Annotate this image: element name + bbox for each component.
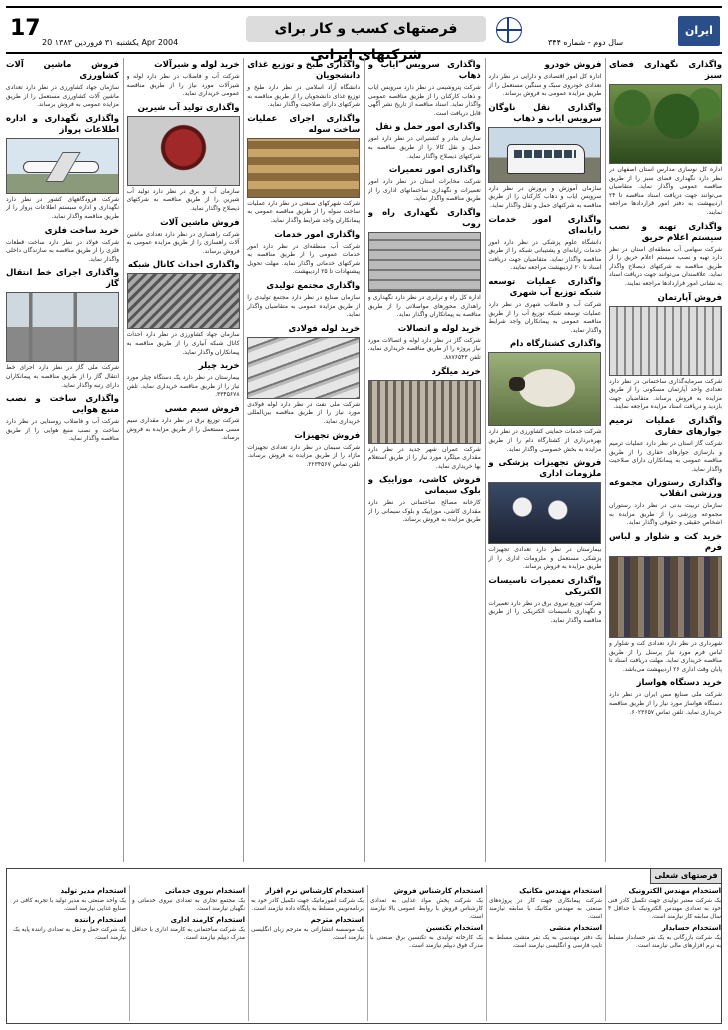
article [609,532,722,674]
tower-photo [368,232,481,292]
article-title: فروش سیم مسی [164,403,240,414]
article-title: فروش آپارتمان [657,292,722,303]
article [609,678,722,717]
classified-title: استخدام کارشناس نرم افزار [265,887,364,895]
article-body: شرکت آب و فاضلاب روستایی در نظر دارد ساخت و نصب منبع هوایی را از طریق مناقصه واگذار نماید. [6,418,119,443]
article-body: شرکت پتروشیمی در نظر دارد سرویس ایاب و ذهاب کارکنان را از طریق مناقصه عمومی واگذار نماید. اسناد مناقصه از تاریخ نشر آگهی قابل دریافت است. [367,84,481,117]
article [609,478,722,528]
plane-photo [6,138,119,194]
page-header [6,6,722,63]
article-body: شرکت فرودگاههای کشور در نظر دارد نگهداری و اداره سیستم اطلاعات پرواز را از طریق مناقصه واگذار نماید. [6,195,119,220]
classified-body: یک شرکت حمل و نقل به تعدادی راننده پایه یک نیازمند است. [13,927,126,941]
forest-photo [609,84,722,164]
article-title: خرید چیلر [198,361,240,372]
issue-number: سال دوم - شماره ۳۴۴ [548,38,624,47]
classified-divider [248,885,249,1021]
article-body: سازمان آموزش و پرورش در نظر دارد سرویس ایاب و ذهاب کارکنان را از طریق مناقصه به شرکتهای حمل و نقل واگذار نماید. [488,184,602,209]
article-body: شرکت سیمان در نظر دارد تعدادی تجهیزات مازاد را از طریق مزایده به فروش برساند. تلفن تماس ۲۲۳۴۵۶۷. [247,443,361,468]
blocks-photo [247,138,360,198]
article [368,60,481,118]
sheep-shape [519,369,575,407]
article-title: فروش خودرو [544,60,602,70]
article-body: شرکت ملی گاز در نظر دارد اجرای خط انتقال گاز را از طریق مناقصه به پیمانکاران دارای رتبه واگذار نماید. [6,364,119,389]
article [368,475,481,525]
classified-body: یک دفتر مهندسی به یک نفر منشی مسلط به تایپ فارسی و انگلیسی نیازمند است. [489,935,602,949]
article-title: واگذاری عملیات ترمیم جوارهای حفاری [609,415,722,437]
article [247,60,360,110]
article-body: شرکت فولاد در نظر دارد ساخت قطعات فلزی را از طریق مناقصه به سازندگان داخلی واگذار نماید. [6,238,119,263]
news-column [488,58,601,862]
classified-column [608,885,721,1021]
article [247,230,360,277]
article-title: واگذاری نگهداری راه و روب [367,207,481,229]
column-divider [485,58,486,862]
article [609,293,722,412]
article-title: فروش کاشی، موزاییک و بلوک سیمانی [367,475,481,497]
classified-divider [486,885,487,1021]
article [127,60,240,99]
pipes-photo [247,337,360,399]
header-date-en: 20 Apr 2004 [42,38,179,47]
article-title: واگذاری احداث کانال شبکه [127,260,240,271]
news-column [6,58,119,862]
bus-shape [507,144,585,174]
column-divider [364,58,365,862]
article [368,165,481,204]
article [127,361,240,400]
classified-body: شرکت پیمانکاری جهت کار در پروژه‌های صنعتی به مهندس مکانیک با سابقه نیازمند است. [489,898,602,920]
article [368,208,481,320]
article-title: واگذاری مجتمع تولیدی [266,280,361,291]
article-body: اداره کل نوسازی مدارس استان اصفهان در نظر دارد نگهداری فضای سبز را از طریق مناقصه عمومی واگذار نماید. متقاضیان می‌توانند جهت دریافت اسناد مناقصه تا ۲۴ اردیبهشت به دفتر امور قراردادها مراجعه نمایند. [609,166,722,216]
article [488,576,601,626]
classified-title: استخدام مهندس مکانیک [519,887,602,895]
classified-body: یک شرکت پخش مواد غذایی به تعدادی کارشناس فروش با روابط عمومی بالا نیازمند است. [370,898,483,920]
article-title: خرید لوله و اتصالات [397,323,481,334]
article-title: واگذاری تولید آب شیرین [137,102,240,113]
classified-body: یک شرکت معتبر تولیدی جهت تکمیل کادر فنی خود به تعدادی مهندس الکترونیک با حداقل ۳ سال سابقه کار نیازمند است. [608,898,721,920]
valve-photo [127,116,240,186]
classified-divider [367,885,368,1021]
article-body: سازمان آب و برق در نظر دارد تولید آب شیرین را از طریق مناقصه به شرکتهای ذیصلاح واگذار نماید. [126,187,240,212]
classified-title: استخدام حسابدار [661,924,721,932]
article-title: واگذاری نگهداری و اداره اطلاعات پرواز [6,113,119,135]
article-title: واگذاری سرویس ایاب و ذهاب [367,60,481,81]
article [127,404,240,443]
classified-title: استخدام کارشناس فروش [393,887,483,895]
article-title: واگذاری رستوران مجموعه ورزشی انقلاب [609,478,722,500]
article-title: واگذاری تهیه و نصب سیستم اعلام حریق [609,221,722,243]
article-title: واگذاری امور تعمیرات [388,165,481,176]
article-body: شرکت ملی صنایع مس ایران در نظر دارد دستگاه هواساز مورد نیاز را از طریق مناقصه خریداری نماید. تلفن تماس ۶۰۲۳۶۵۷. [609,691,722,716]
article-title: فروش تجهیزات [294,430,361,441]
clothes-photo [609,556,722,638]
classified-column [132,885,245,1021]
article-title: خرید میلگرد [431,366,481,377]
header-bottom-rule [6,52,722,54]
classified-column [370,885,483,1021]
sheep-photo [488,352,601,426]
classified-body: یک شرکت ساختمانی به کارمند اداری با حداقل مدرک دیپلم نیازمند است. [132,927,245,941]
article-title: خرید دستگاه هواساز [636,678,722,689]
classified-column [251,885,364,1021]
article-body: شرکت راهسازی در نظر دارد تعدادی ماشین آلات راهسازی را از طریق مزایده عمومی به فروش برساند. [126,230,240,255]
article-title: واگذاری نقل ناوگان سرویس ایاب و ذهاب [488,102,602,124]
article-body: شرکت عمران شهر جدید در نظر دارد مقداری میلگرد مورد نیاز را از طریق استعلام بها خریداری نماید. [367,445,481,470]
article-title: خرید لوله فولادی [288,323,361,334]
article [488,339,601,454]
classified-title: استخدام مهندس الکترونیک [628,887,721,895]
article-body: دانشگاه علوم پزشکی در نظر دارد امور خدمات رایانه‌ای و پشتیبانی شبکه را از طریق مناقصه واگذار نماید. متقاضیان جهت دریافت اسناد تا ۲۰ اردیبهشت مراجعه نمایند. [488,238,602,272]
article [6,268,119,390]
classified-column [13,885,126,1021]
article [609,222,722,289]
article-body: سازمان بنادر و کشتیرانی در نظر دارد امور حمل و نقل کالا را از طریق مناقصه به شرکتهای ذیصلاح واگذار نماید. [367,135,481,160]
classified-column [489,885,602,1021]
article-body: بیمارستان در نظر دارد تعدادی تجهیزات پزشکی مستعمل و ملزومات اداری را از طریق مزایده به فروش برساند. [488,546,602,571]
article-title: واگذاری اجرای خط انتقال گاز [6,268,119,290]
classified-body: یک شرکت بازرگانی به یک نفر حسابدار مسلط به نرم افزارهای مالی نیازمند است. [608,935,721,949]
article [127,260,240,357]
article-title: فروش ماشین آلات [160,217,240,228]
news-column [368,58,481,862]
news-column [609,58,722,862]
article [6,114,119,222]
article-title: واگذاری ساخت و نصب منبع هوایی [6,394,119,416]
article-title: واگذاری امور خدمات رایانه‌ای [488,214,602,236]
newspaper-logo: ایران [678,16,720,46]
news-column [127,58,240,862]
article [488,458,601,572]
article-body: سازمان جهاد کشاورزی در نظر دارد احداث کانال شبکه آبیاری را از طریق مناقصه به پیمانکاران واگذار نماید. [126,331,240,356]
classified-body: یک کارخانه تولیدی به تکنسین برق صنعتی با مدرک فوق دیپلم نیازمند است. [370,935,483,949]
article-body: شرکت توزیع برق در نظر دارد مقداری سیم مسی مستعمل را از طریق مزایده به فروش برساند. [126,416,240,442]
classified-body: یک مجتمع تجاری به تعدادی نیروی خدماتی و نگهبان نیازمند است. [132,898,245,912]
article-body: شرکت ملی نفت در نظر دارد لوله فولادی مورد نیاز را از طریق مناقصه بین‌المللی خریداری نماید. [247,400,361,425]
article-body: شرکت شهرکهای صنعتی در نظر دارد عملیات ساخت سوله را از طریق مناقصه عمومی به پیمانکاران واجد شرایط واگذار نماید. [247,199,361,224]
article-title: واگذاری اجرای عملیات ساخت سوله [247,113,361,135]
article-title: واگذاری نگهداری فضای سبز [609,60,722,81]
article-title: خرید ساخت فلزی [44,225,119,236]
header-date [42,38,178,47]
article-body: شرکت آب منطقه‌ای در نظر دارد امور خدمات عمومی را از طریق مناقصه به شرکتهای خدماتی واگذار نماید. مهلت تحویل پیشنهادات تا ۲۵ اردیبهشت. [247,242,361,276]
article-title: واگذاری امور حمل و نقل [375,122,481,133]
classified-divider [605,885,606,1021]
article [488,277,601,335]
article [488,103,601,211]
article-body: سازمان صنایع در نظر دارد مجتمع تولیدی را از طریق مزایده عمومی به متقاضیان واگذار نماید. [247,293,361,319]
classified-divider [129,885,130,1021]
article-body: شرکت آب و فاضلاب شهری در نظر دارد عملیات توسعه شبکه توزیع آب را از طریق مناقصه عمومی به پیمانکاران واجد شرایط واگذار نماید. [488,300,602,334]
classified-body: یک موسسه انتشاراتی به مترجم زبان انگلیسی نیازمند است. [251,927,364,941]
article-body: شرکت مخابرات استان در نظر دارد امور تعمیرات و نگهداری ساختمانهای اداری را از طریق مناقصه واگذار نماید. [367,178,481,203]
lab-photo [488,482,601,544]
article-body: شرکت آب و فاضلاب در نظر دارد لوله و شیرآلات مورد نیاز را از طریق مناقصه عمومی خریداری نماید. [126,73,240,98]
article-title: واگذاری تعمیرات تاسیسات الکتریکی [488,575,602,597]
header-date-fa: یکشنبه ۳۱ فروردین ۱۳۸۳ [54,38,139,47]
article-title: واگذاری امور خدمات [274,229,361,240]
article-body: کارخانه مصالح ساختمانی در نظر دارد مقداری کاشی، موزاییک و بلوک سیمانی را از طریق مزایده به فروش برساند. [367,499,481,524]
article [6,60,119,110]
classified-body: یک واحد صنعتی به مدیر تولید با تجربه کافی در صنایع غذایی نیازمند است. [13,898,126,912]
classified-title: استخدام کارمند اداری [170,916,245,924]
classifieds-tab: فرصتهای شغلی [650,869,721,884]
article [488,60,601,99]
article-title: واگذاری طبخ و توزیع غذای دانشجویان [247,60,361,81]
classified-body: یک شرکت انفورماتیک جهت تکمیل کادر خود به برنامه‌نویس مسلط به پایگاه داده نیازمند است. [251,898,364,912]
bus-photo [488,127,601,183]
article-body: شهرداری در نظر دارد تعدادی کت و شلوار و لباس فرم مورد نیاز پرسنل را از طریق مناقصه خریداری نماید. مهلت دریافت اسناد تا پایان وقت اداری ۲۶ اردیبهشت می‌باشد. [609,640,722,673]
article-title: فروش تجهیزات پزشکی و ملزومات اداری [488,458,602,480]
article-title: واگذاری کشتارگاه دام [510,339,602,350]
classified-title: استخدام مترجم [310,916,364,924]
article [6,394,119,444]
page-number: 17 [10,16,41,41]
classified-title: استخدام راننده [74,916,126,924]
column-divider [243,58,244,862]
classified-title: استخدام تکنسین [425,924,483,932]
article-body: شرکت سهامی آب منطقه‌ای استان در نظر دارد تهیه و نصب سیستم اعلام حریق را از طریق مناقصه به شرکتهای ذیصلاح واگذار نماید. علاقمندان می‌توانند جهت دریافت اسناد به نشانی امور قراردادها مراجعه نمایند. [609,245,722,287]
article [609,60,722,218]
article-body: شرکت خدمات حمایتی کشاورزی در نظر دارد بهره‌برداری از کشتارگاه دام را از طریق مزایده به بخش خصوصی واگذار نماید. [488,428,602,453]
article-body: اداره کل راه و ترابری در نظر دارد نگهداری و راهداری محورهای مواصلاتی را از طریق مناقصه به پیمانکاران واگذار نماید. [367,293,481,319]
article [6,226,119,265]
article-title: واگذاری عملیات توسعه شبکه توزیع آب شهری [488,276,602,298]
article [368,122,481,161]
article [488,215,601,273]
article-body: دانشگاه آزاد اسلامی در نظر دارد طبخ و توزیع غذای دانشجویان را از طریق مناقصه به شرکتهای دارای صلاحیت واگذار نماید. [247,84,361,109]
article [609,416,722,474]
article [247,281,360,320]
article-body: شرکت گاز استان در نظر دارد عملیات ترمیم و بازسازی جوارهای حفاری را از طریق مناقصه عمومی به پیمانکاران دارای صلاحیت واگذار نماید. [609,439,722,473]
article-body: شرکت سرمایه‌گذاری ساختمانی در نظر دارد تعدادی واحد آپارتمان مسکونی را از طریق مزایده به فروش برساند. متقاضیان جهت بازدید و دریافت اسناد مزایده مراجعه نمایند. [609,377,722,411]
airplane-shape [23,161,99,173]
classified-title: استخدام نیروی خدماتی [164,887,245,895]
rebar-photo [368,380,481,444]
section-title: فرصتهای کسب و کار برای شرکتهای ایرانی [246,16,486,42]
article-title: خرید لوله و شیرآلات [154,60,240,70]
column-divider [123,58,124,862]
article [368,367,481,472]
classified-title: استخدام مدیر تولید [60,887,126,895]
article [247,324,360,427]
article-columns [6,58,722,862]
article-body: اداره کل امور اقتصادی و دارایی در نظر دارد تعدادی خودروی سبک و سنگین مستعمل را از طریق مزایده عمومی به فروش برساند. [488,73,602,98]
article [247,431,360,470]
article [127,103,240,214]
article-body: بیمارستان در نظر دارد یک دستگاه چیلر مورد نیاز را از طریق مناقصه خریداری نماید. تلفن ۳۳۴۵۶۷۸. [126,374,240,399]
column-divider [605,58,606,862]
classifieds-box [6,868,722,1024]
article-body: سازمان تربیت بدنی در نظر دارد رستوران مجموعه ورزشی را از طریق مزایده به اشخاص حقیقی و حقوقی واگذار نماید. [609,502,722,527]
classified-title: استخدام منشی [549,924,602,932]
article [247,114,360,226]
building-photo [609,306,722,376]
globe-icon [496,17,522,43]
article-body: سازمان جهاد کشاورزی در نظر دارد تعدادی ماشین آلات کشاورزی مستعمل را از طریق مزایده عمومی به فروش برساند. [6,84,119,109]
header-top-rule [6,6,722,8]
article-title: فروش ماشین آلات کشاورزی [6,60,119,81]
article-title: خرید کت و شلوار و لباس فرم [609,532,722,554]
article [368,324,481,363]
steel-photo [127,273,240,329]
article-body: شرکت توزیع نیروی برق در نظر دارد تعمیرات و نگهداری تاسیسات الکتریکی را از طریق مناقصه واگذار نماید. [488,599,602,625]
news-column [247,58,360,862]
factory-photo [6,292,119,362]
article-body: شرکت گاز در نظر دارد لوله و اتصالات مورد نیاز پروژه را از طریق مناقصه خریداری نماید. تلفن ۸۸۷۶۵۴۳. [367,336,481,361]
article [127,218,240,257]
